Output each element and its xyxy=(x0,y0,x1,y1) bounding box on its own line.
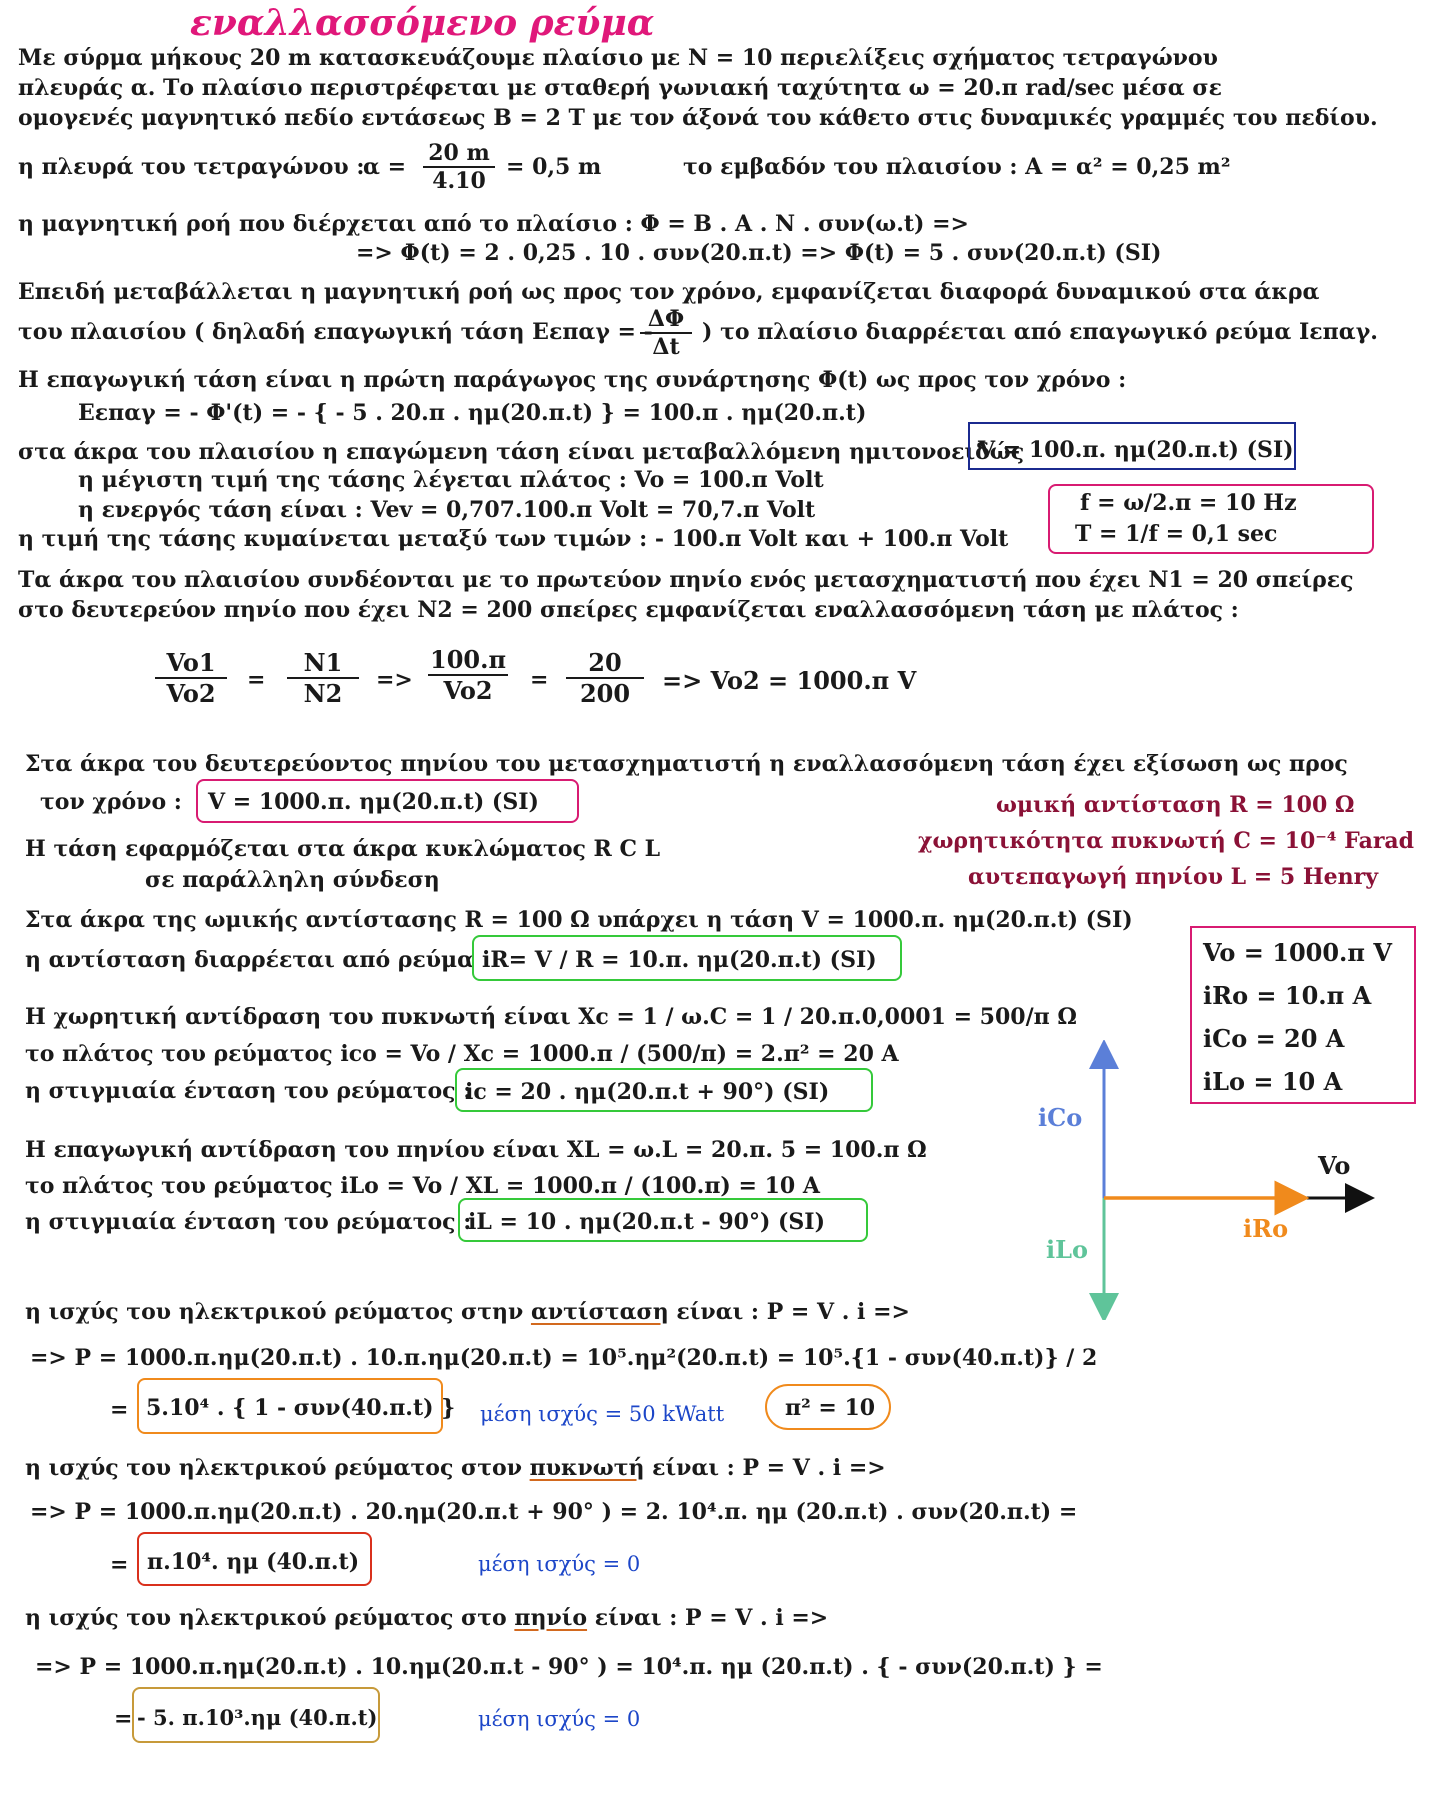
power-r-line-1: η ισχύς του ηλεκτρικού ρεύματος στην αντίσταση είναι : P = V . i => xyxy=(25,1299,910,1325)
range-line: η τιμή της τάσης κυμαίνεται μεταξύ των τιμών : - 100.π Volt και + 100.π Volt xyxy=(18,526,1009,552)
side-alpha-eq: α = xyxy=(363,154,407,180)
inductor-current: iL = 10 . ημ(20.π.t - 90°) (SI) xyxy=(468,1209,826,1235)
power-l-line-1: η ισχύς του ηλεκτρικού ρεύματος στο πηνίο είναι : P = V . i => xyxy=(25,1605,829,1631)
power-r-eq: = xyxy=(110,1397,129,1423)
ratio-n-num: N1 xyxy=(303,648,343,677)
period: T = 1/f = 0,1 sec xyxy=(1075,521,1278,547)
power-l-result: - 5. π.10³.ημ (40.π.t) xyxy=(137,1705,378,1730)
ratio-num xyxy=(566,648,644,708)
ratio-v2 xyxy=(428,645,508,705)
pi-squared: π² = 10 xyxy=(785,1395,876,1421)
transformer-result: => Vo2 = 1000.π V xyxy=(662,666,917,695)
applied-line-1: Η τάση εφαρμόζεται στα άκρα κυκλώματος R C L xyxy=(25,836,661,862)
ratio-eq-1: = xyxy=(247,667,266,693)
area-line: το εμβαδόν του πλαισίου : A = α² = 0,25 m² xyxy=(683,154,1231,180)
secondary-line-2: τον χρόνο : xyxy=(40,789,182,815)
ratio-num-num: 20 xyxy=(588,648,622,677)
ratio-v xyxy=(155,648,227,708)
intro-line-2: πλευράς α. Το πλαίσιο περιστρέφεται με σταθερή γωνιακή ταχύτητα ω = 20.π rad/sec μέσα σε xyxy=(18,75,1222,101)
flux-line-1: η μαγνητική ροή που διέρχεται από το πλαίσιο : Φ = B . A . N . συν(ω.t) => xyxy=(18,211,969,237)
summary-iro: iRo = 10.π A xyxy=(1203,981,1372,1010)
capacitor-line-3: η στιγμιαία ένταση του ρεύματος : xyxy=(25,1078,472,1104)
voltage-equation: V = 100.π. ημ(20.π.t) (SI) xyxy=(978,437,1294,463)
param-r: ωμική αντίσταση R = 100 Ω xyxy=(996,792,1355,818)
power-r-result: 5.10⁴ . { 1 - συν(40.π.t) } xyxy=(146,1395,456,1421)
rms-line: η ενεργός τάση είναι : Vev = 0,707.100.π Volt = 70,7.π Volt xyxy=(78,497,816,523)
page-title: εναλλασσόμενο ρεύμα xyxy=(190,2,655,44)
side-fraction-num: 20 m xyxy=(428,140,490,166)
emf-derivative-intro: Η επαγωγική τάση είναι η πρώτη παράγωγος της συνάρτησης Φ(t) ως προς τον χρόνο : xyxy=(18,367,1127,393)
power-r-mean: μέση ισχύς = 50 kWatt xyxy=(480,1402,725,1426)
ratio-eq-2: => xyxy=(376,667,413,693)
summary-vo: Vo = 1000.π V xyxy=(1203,938,1392,967)
ratio-eq-3: = xyxy=(530,667,549,693)
emf-fraction-num: ΔΦ xyxy=(647,306,685,332)
phasor-ico-label: iCo xyxy=(1038,1103,1083,1132)
power-c-mean: μέση ισχύς = 0 xyxy=(478,1552,641,1576)
flux-line-2: => Φ(t) = 2 . 0,25 . 10 . συν(20.π.t) => Φ(t) = 5 . συν(20.π.t) (SI) xyxy=(356,240,1162,266)
amplitude-line: η μέγιστη τιμή της τάσης λέγεται πλάτος : Vo = 100.π Volt xyxy=(78,467,824,493)
ratio-v2-den: Vo2 xyxy=(443,676,493,705)
param-l: αυτεπαγωγή πηνίου L = 5 Henry xyxy=(968,864,1378,890)
applied-line-2: σε παράλληλη σύνδεση xyxy=(145,867,440,893)
power-c-eq: = xyxy=(110,1552,129,1578)
summary-ilo: iLo = 10 A xyxy=(1203,1067,1343,1096)
ratio-num-den: 200 xyxy=(579,679,631,708)
phasor-diagram xyxy=(1030,1040,1390,1320)
ratio-v2-num: 100.π xyxy=(430,645,507,674)
intro-line-1: Με σύρμα μήκους 20 m κατασκευάζουμε πλαίσιο με N = 10 περιελίξεις σχήματος τετραγώνου xyxy=(18,45,1218,71)
frequency: f = ω/2.π = 10 Hz xyxy=(1080,490,1297,516)
resistor-line-1: Στα άκρα της ωμικής αντίστασης R = 100 Ω υπάρχει η τάση V = 1000.π. ημ(20.π.t) (SI) xyxy=(25,907,1133,933)
ratio-v-den: Vo2 xyxy=(166,679,216,708)
capacitor-line-1: Η χωρητική αντίδραση του πυκνωτή είναι Xc = 1 / ω.C = 1 / 20.π.0,0001 = 500/π Ω xyxy=(25,1004,1077,1030)
side-result: = 0,5 m xyxy=(506,154,602,180)
transformer-line-2: στο δευτερεύον πηνίο που έχει N2 = 200 σπείρες εμφανίζεται εναλλασσόμενη τάση με πλάτος : xyxy=(18,597,1239,623)
phasor-vo-label: Vo xyxy=(1318,1151,1351,1180)
phasor-ilo-label: iLo xyxy=(1046,1235,1088,1264)
secondary-voltage: V = 1000.π. ημ(20.π.t) (SI) xyxy=(208,789,539,815)
inductor-line-1: Η επαγωγική αντίδραση του πηνίου είναι XL = ω.L = 20.π. 5 = 100.π Ω xyxy=(25,1137,927,1163)
side-fraction xyxy=(423,140,495,194)
emf-derivative: Eεπαγ = - Φ'(t) = - { - 5 . 20.π . ημ(20.π.t) } = 100.π . ημ(20.π.t) xyxy=(78,400,867,426)
side-label: η πλευρά του τετραγώνου : xyxy=(18,154,365,180)
emf-fraction-den: Δt xyxy=(652,334,680,360)
resistor-line-2: η αντίσταση διαρρέεται από ρεύμα xyxy=(25,947,475,973)
emf-sinusoidal: στα άκρα του πλαισίου η επαγώμενη τάση είναι μεταβαλλόμενη ημιτονοειδώς xyxy=(18,439,1025,465)
inductor-line-3: η στιγμιαία ένταση του ρεύματος : xyxy=(25,1209,472,1235)
phasor-iro-label: iRo xyxy=(1243,1214,1289,1243)
inductor-line-2: το πλάτος του ρεύματος iLo = Vo / XL = 1000.π / (100.π) = 10 A xyxy=(25,1173,820,1199)
secondary-line-1: Στα άκρα του δευτερεύοντος πηνίου του μετασχηματιστή η εναλλασσόμενη τάση έχει εξίσωση ως προς xyxy=(25,751,1348,777)
emf-fraction xyxy=(640,306,692,360)
transformer-line-1: Τα άκρα του πλαισίου συνδέονται με το πρωτεύον πηνίο ενός μετασχηματιστή που έχει N1 = 20 σπείρες xyxy=(18,567,1354,593)
emf-line-2b: ) το πλαίσιο διαρρέεται από επαγωγικό ρεύμα Iεπαγ. xyxy=(702,319,1378,345)
power-c-line-1: η ισχύς του ηλεκτρικού ρεύματος στον πυκνωτή είναι : P = V . i => xyxy=(25,1455,886,1481)
emf-line-1: Επειδή μεταβάλλεται η μαγνητική ροή ως προς τον χρόνο, εμφανίζεται διαφορά δυναμικού στα άκρα xyxy=(18,279,1320,305)
capacitor-line-2: το πλάτος του ρεύματος ico = Vo / Xc = 1000.π / (500/π) = 2.π² = 20 A xyxy=(25,1041,899,1067)
emf-line-2a: του πλαισίου ( δηλαδή επαγωγική τάση Eεπαγ = - xyxy=(18,319,653,345)
power-l-line-2: => P = 1000.π.ημ(20.π.t) . 10.ημ(20.π.t - 90° ) = 10⁴.π. ημ (20.π.t) . { - συν(20.π.t) } = xyxy=(35,1654,1103,1680)
capacitor-current: ic = 20 . ημ(20.π.t + 90°) (SI) xyxy=(465,1079,830,1105)
side-fraction-den: 4.10 xyxy=(432,168,486,194)
power-l-mean: μέση ισχύς = 0 xyxy=(478,1707,641,1731)
power-c-result: π.10⁴. ημ (40.π.t) xyxy=(147,1549,360,1575)
intro-line-3: ομογενές μαγνητικό πεδίο εντάσεως B = 2 T με τον άξονά του κάθετο στις δυναμικές γραμμές του πεδίου. xyxy=(18,105,1378,131)
power-r-line-2: => P = 1000.π.ημ(20.π.t) . 10.π.ημ(20.π.t) = 10⁵.ημ²(20.π.t) = 10⁵.{1 - συν(40.π.t)} / 2 xyxy=(30,1345,1098,1371)
param-c: χωρητικότητα πυκνωτή C = 10⁻⁴ Farad xyxy=(918,828,1415,854)
ratio-n xyxy=(287,648,359,708)
ratio-n-den: N2 xyxy=(303,679,343,708)
summary-ico: iCo = 20 A xyxy=(1203,1024,1345,1053)
ratio-v-num: Vo1 xyxy=(166,648,216,677)
resistor-current: iR= V / R = 10.π. ημ(20.π.t) (SI) xyxy=(482,947,877,973)
power-c-line-2: => P = 1000.π.ημ(20.π.t) . 20.ημ(20.π.t + 90° ) = 2. 10⁴.π. ημ (20.π.t) . συν(20.π.t) = xyxy=(30,1499,1078,1525)
power-l-eq: = xyxy=(114,1706,133,1732)
